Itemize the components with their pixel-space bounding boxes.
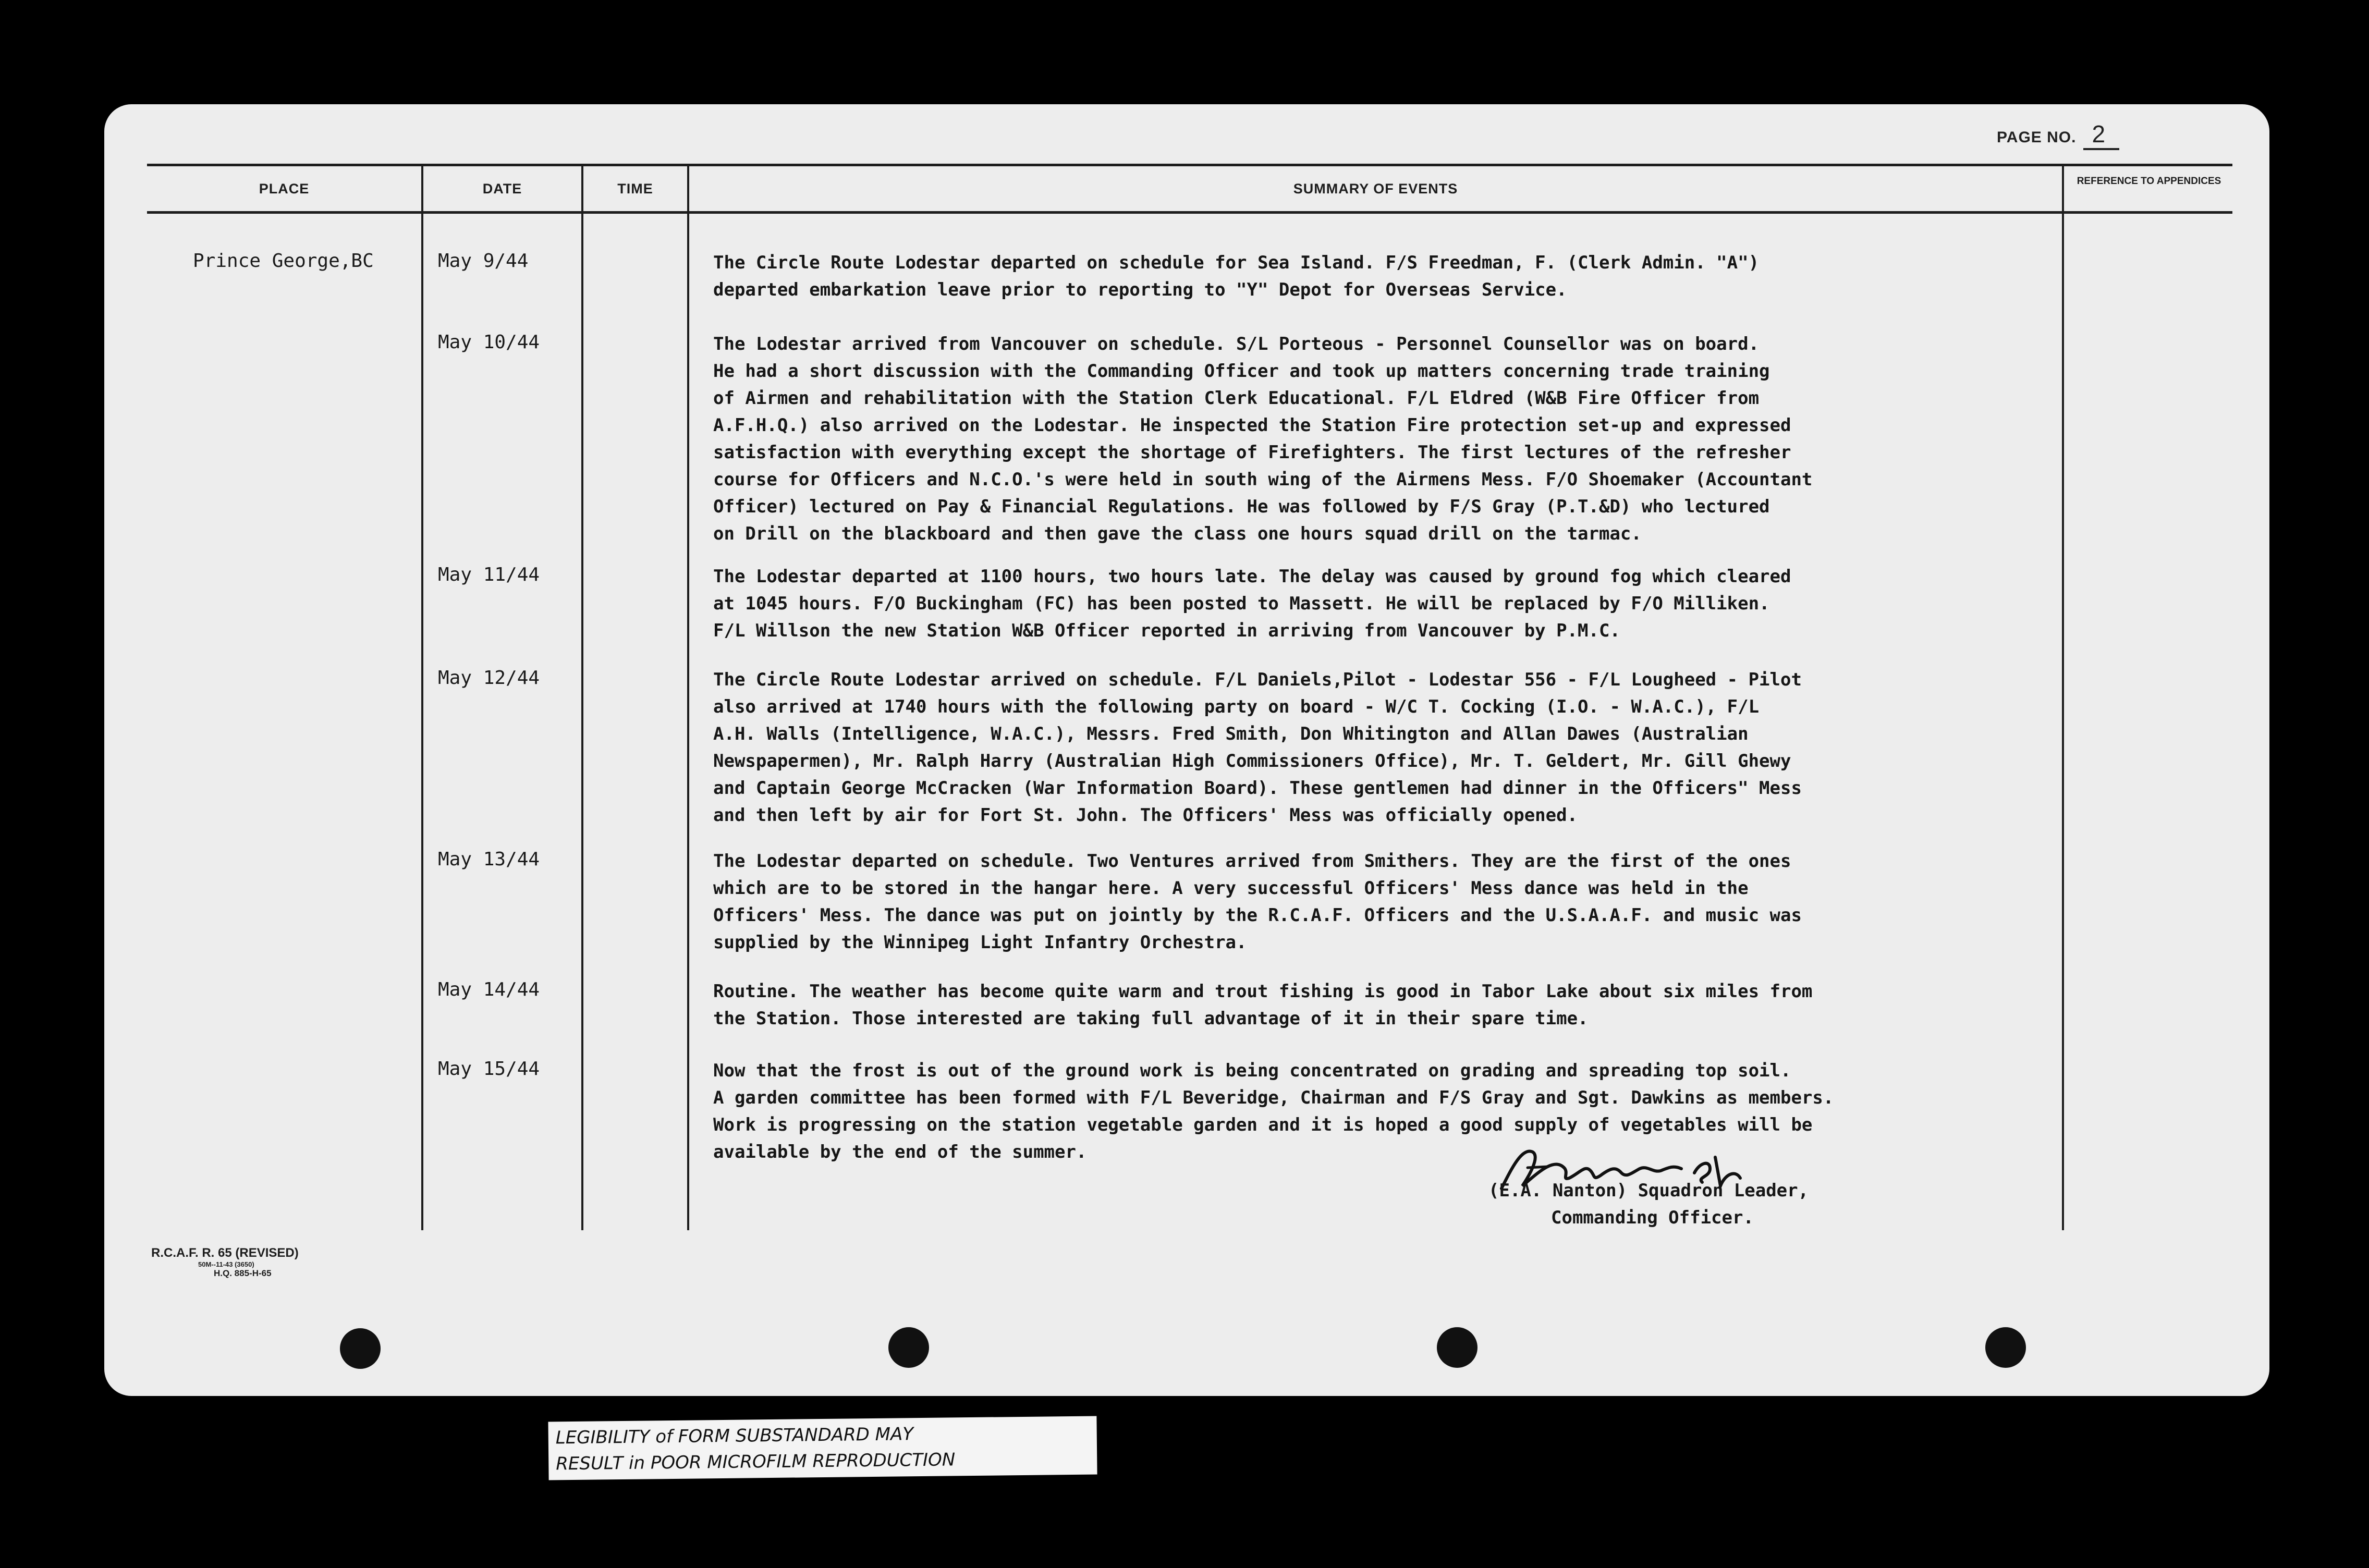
date-cell: May 9/44 bbox=[438, 250, 529, 272]
punch-hole bbox=[1985, 1327, 2026, 1368]
summary-line: on Drill on the blackboard and then gave the class one hours squad drill on the tarmac. bbox=[713, 523, 1642, 544]
summary-line: of Airmen and rehabilitation with the Station Clerk Educational. F/L Eldred (W&B Fire Officer from bbox=[713, 388, 1760, 409]
signature-block bbox=[1488, 1177, 1809, 1231]
summary-line: The Lodestar departed on schedule. Two Ventures arrived from Smithers. They are the first of the ones bbox=[713, 851, 1791, 872]
header-date: DATE bbox=[482, 181, 522, 197]
header-place: PLACE bbox=[259, 181, 310, 197]
summary-entry bbox=[713, 1057, 2063, 1166]
summary-entry bbox=[713, 249, 2063, 303]
date-cell: May 14/44 bbox=[438, 979, 540, 1000]
signatory-title: Commanding Officer. bbox=[1551, 1207, 1754, 1228]
punch-hole bbox=[340, 1328, 381, 1369]
summary-line: available by the end of the summer. bbox=[713, 1142, 1087, 1162]
summary-line: supplied by the Winnipeg Light Infantry Orchestra. bbox=[713, 932, 1247, 953]
place-cell: Prince George,BC bbox=[193, 250, 374, 272]
summary-line: and Captain George McCracken (War Information Board). These gentlemen had dinner in the Officers" Mess bbox=[713, 778, 1802, 799]
summary-line: He had a short discussion with the Commanding Officer and took up matters concerning trade training bbox=[713, 361, 1770, 382]
summary-entry bbox=[713, 666, 2063, 829]
summary-line: Routine. The weather has become quite warm and trout fishing is good in Tabor Lake about six miles from bbox=[713, 981, 1813, 1002]
summary-line: Newspapermen), Mr. Ralph Harry (Australian High Commissioners Office), Mr. T. Geldert, Mr. Gill Ghewy bbox=[713, 751, 1791, 771]
form-code-line: H.Q. 885-H-65 bbox=[214, 1268, 272, 1278]
page-number-value: 2 bbox=[2083, 120, 2119, 150]
summary-line: Now that the frost is out of the ground work is being concentrated on grading and spreading top soil. bbox=[713, 1060, 1791, 1081]
header-time: TIME bbox=[617, 181, 653, 197]
signatory-name: (E.A. Nanton) Squadron Leader, bbox=[1488, 1180, 1809, 1201]
summary-line: also arrived at 1740 hours with the following party on board - W/C T. Cocking (I.O. - W.A.C.), F/L bbox=[713, 696, 1760, 717]
punch-hole bbox=[888, 1327, 929, 1368]
summary-line: A.H. Walls (Intelligence, W.A.C.), Messrs. Fred Smith, Don Whitington and Allan Dawes (Australian bbox=[713, 724, 1749, 744]
date-cell: May 10/44 bbox=[438, 332, 540, 353]
punch-hole bbox=[1437, 1327, 1477, 1368]
summary-line: which are to be stored in the hangar here. A very successful Officers' Mess dance was held in the bbox=[713, 878, 1749, 899]
summary-line: departed embarkation leave prior to reporting to "Y" Depot for Overseas Service. bbox=[713, 279, 1567, 300]
header-summary: SUMMARY OF EVENTS bbox=[1293, 181, 1458, 197]
summary-line: A.F.H.Q.) also arrived on the Lodestar. He inspected the Station Fire protection set-up and expressed bbox=[713, 415, 1791, 436]
summary-line: satisfaction with everything except the shortage of Firefighters. The first lectures of the refresher bbox=[713, 442, 1791, 463]
summary-line: Officers' Mess. The dance was put on jointly by the R.C.A.F. Officers and the U.S.A.A.F. and music was bbox=[713, 905, 1802, 926]
place-column-divider bbox=[421, 164, 423, 1230]
page-number bbox=[1997, 120, 2119, 150]
summary-line: and then left by air for Fort St. John. The Officers' Mess was officially opened. bbox=[713, 805, 1578, 826]
date-cell: May 12/44 bbox=[438, 667, 540, 689]
header-reference: REFERENCE TO APPENDICES bbox=[2077, 176, 2221, 187]
summary-line: at 1045 hours. F/O Buckingham (FC) has been posted to Massett. He will be replaced by F/O Milliken. bbox=[713, 593, 1770, 614]
header-bottom-rule bbox=[147, 211, 2232, 214]
date-cell: May 13/44 bbox=[438, 849, 540, 870]
form-code bbox=[151, 1246, 299, 1279]
summary-entry bbox=[713, 848, 2063, 956]
summary-line: course for Officers and N.C.O.'s were held in south wing of the Airmens Mess. F/O Shoemaker (Accountant bbox=[713, 469, 1813, 490]
summary-line: A garden committee has been formed with F/L Beveridge, Chairman and F/S Gray and Sgt. Dawkins as members. bbox=[713, 1087, 1834, 1108]
summary-line: The Lodestar departed at 1100 hours, two hours late. The delay was caused by ground fog which cleared bbox=[713, 566, 1791, 587]
summary-line: The Circle Route Lodestar departed on schedule for Sea Island. F/S Freedman, F. (Clerk Admin. "A") bbox=[713, 252, 1760, 273]
summary-line: The Lodestar arrived from Vancouver on schedule. S/L Porteous - Personnel Counsellor was on board. bbox=[713, 334, 1760, 354]
time-column-divider bbox=[687, 164, 689, 1230]
summary-entry bbox=[713, 563, 2063, 644]
handwritten-note bbox=[548, 1416, 1097, 1480]
form-code-line: 50M--11-43 (3650) bbox=[198, 1260, 254, 1268]
date-column-divider bbox=[581, 164, 583, 1230]
date-cell: May 15/44 bbox=[438, 1058, 540, 1080]
form-code-line: R.C.A.F. R. 65 (REVISED) bbox=[151, 1246, 299, 1260]
summary-line: The Circle Route Lodestar arrived on schedule. F/L Daniels,Pilot - Lodestar 556 - F/L Lougheed - Pilot bbox=[713, 669, 1802, 690]
summary-line: Officer) lectured on Pay & Financial Regulations. He was followed by F/S Gray (P.T.&D) who lectured bbox=[713, 496, 1770, 517]
note-line: RESULT in POOR MICROFILM REPRODUCTION bbox=[556, 1449, 956, 1475]
summary-line: F/L Willson the new Station W&B Officer reported in arriving from Vancouver by P.M.C. bbox=[713, 620, 1620, 641]
summary-line: Work is progressing on the station vegetable garden and it is hoped a good supply of vegetables will be bbox=[713, 1114, 1813, 1135]
date-cell: May 11/44 bbox=[438, 564, 540, 585]
header-top-rule bbox=[147, 164, 2232, 166]
summary-entry bbox=[713, 978, 2063, 1032]
summary-entry bbox=[713, 330, 2063, 547]
page-number-label: PAGE NO. bbox=[1997, 129, 2077, 146]
note-line: LEGIBILITY of FORM SUBSTANDARD MAY bbox=[555, 1424, 914, 1449]
summary-line: the Station. Those interested are taking full advantage of it in their spare time. bbox=[713, 1008, 1589, 1029]
